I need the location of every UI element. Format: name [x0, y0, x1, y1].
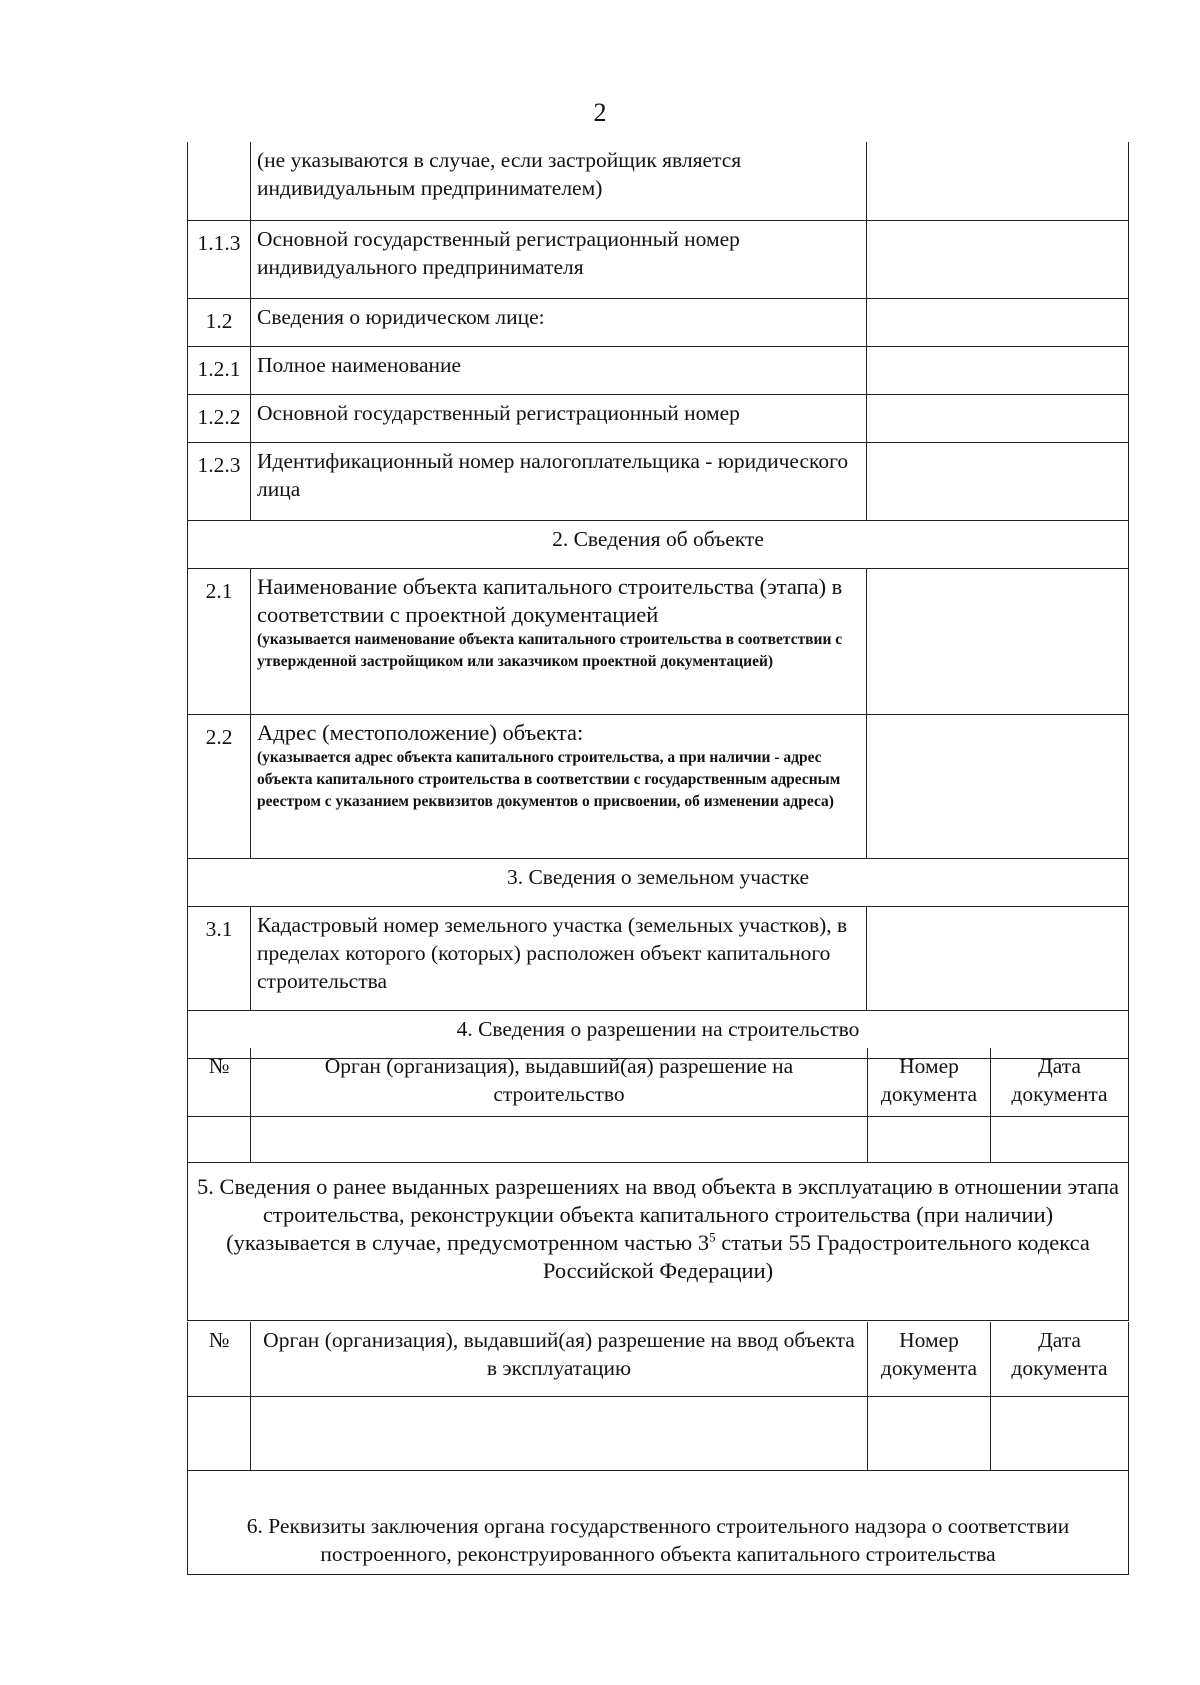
value-cell[interactable] — [188, 1396, 251, 1470]
section-header-row — [188, 1470, 1129, 1574]
row-number: 1.2 — [188, 298, 251, 346]
row-label-main: Наименование объекта капитального строительства (этапа) в соответствии с проектной документацией — [257, 573, 843, 627]
table-row — [188, 346, 1129, 394]
header-authority: Орган (организация), выдавший(ая) разрешение на ввод объекта в эксплуатацию — [251, 1322, 868, 1396]
header-doc-number: Номер документа — [868, 1322, 991, 1396]
row-label: Сведения о юридическом лице: — [251, 298, 867, 346]
table-row — [188, 568, 1129, 714]
value-cell[interactable] — [868, 1116, 991, 1162]
permit-table — [187, 1048, 1129, 1321]
value-cell[interactable] — [991, 1396, 1129, 1470]
table-row — [188, 442, 1129, 520]
header-num: № — [188, 1048, 251, 1116]
row-number: 2.2 — [188, 714, 251, 858]
table-row — [188, 1116, 1129, 1162]
row-label: Основной государственный регистрационный номер индивидуального предпринимателя — [251, 220, 867, 298]
table-header-row — [188, 1322, 1129, 1396]
value-cell[interactable] — [251, 1396, 868, 1470]
page-number: 2 — [593, 98, 607, 127]
header-authority: Орган (организация), выдавший(ая) разрешение на строительство — [251, 1048, 868, 1116]
section-5-note-end: статьи 55 Градостроительного кодекса Российской Федерации) — [542, 1229, 1090, 1283]
section-5-note-start: (указывается в случае, предусмотренном частью 3 — [226, 1229, 710, 1255]
value-cell[interactable] — [867, 394, 1129, 442]
value-cell[interactable] — [867, 906, 1129, 1010]
value-cell[interactable] — [188, 1116, 251, 1162]
row-label: Кадастровый номер земельного участка (земельных участков), в пределах которого (которых) расположен объект капитального строительства — [251, 906, 867, 1010]
section-2-title: 2. Сведения об объекте — [188, 520, 1129, 568]
section-5-note-sup: 5 — [709, 1229, 716, 1244]
row-label-note: (указывается наименование объекта капитального строительства в соответствии с утвержденной застройщиком или заказчиком проектной документацией) — [257, 630, 843, 670]
value-cell[interactable] — [991, 1116, 1129, 1162]
table-row — [188, 906, 1129, 1010]
table-row — [188, 394, 1129, 442]
section-5-note — [226, 1230, 1090, 1283]
value-cell[interactable] — [868, 1396, 991, 1470]
row-label: (не указываются в случае, если застройщик является индивидуальным предпринимателем) — [251, 142, 867, 220]
section-6-title: 6. Реквизиты заключения органа государственного строительного надзора о соответствии построенного, реконструированного объекта капитального строительства — [188, 1470, 1129, 1574]
info-table — [187, 142, 1129, 1059]
table-header-row — [188, 1048, 1129, 1116]
row-number: 1.2.1 — [188, 346, 251, 394]
row-number — [188, 142, 251, 220]
section-header-row — [188, 520, 1129, 568]
table-row — [188, 714, 1129, 858]
section-5-title-text: 5. Сведения о ранее выданных разрешениях на ввод объекта в эксплуатацию в отношении этапа строительства, реконструкции объекта капитального строительства (при наличии) — [196, 1173, 1120, 1227]
value-cell[interactable] — [867, 298, 1129, 346]
table-row — [188, 298, 1129, 346]
row-number: 3.1 — [188, 906, 251, 1010]
value-cell[interactable] — [867, 220, 1129, 298]
value-cell[interactable] — [867, 568, 1129, 714]
section-3-title: 3. Сведения о земельном участке — [188, 858, 1129, 906]
header-num: № — [188, 1322, 251, 1396]
table-row — [188, 1396, 1129, 1470]
value-cell[interactable] — [867, 714, 1129, 858]
row-label-note: (указывается адрес объекта капитального строительства, а при наличии - адрес объекта капитального строительства в соответствии с государственным адресным реестром с указанием реквизитов документов о присвоении, об изменении адреса) — [257, 748, 841, 810]
section-5-title — [188, 1162, 1129, 1320]
row-label — [251, 568, 867, 714]
value-cell[interactable] — [867, 442, 1129, 520]
header-doc-date: Дата документа — [991, 1048, 1129, 1116]
row-number: 2.1 — [188, 568, 251, 714]
row-label — [251, 714, 867, 858]
section-4-title: 4. Сведения о разрешении на строительство — [188, 1010, 1129, 1058]
row-label-main: Адрес (местоположение) объекта: — [257, 719, 584, 745]
row-number: 1.2.2 — [188, 394, 251, 442]
table-row — [188, 142, 1129, 220]
table-row — [188, 220, 1129, 298]
value-cell[interactable] — [867, 346, 1129, 394]
value-cell[interactable] — [867, 142, 1129, 220]
value-cell[interactable] — [251, 1116, 868, 1162]
header-doc-number: Номер документа — [868, 1048, 991, 1116]
section-header-row — [188, 1162, 1129, 1320]
header-doc-date: Дата документа — [991, 1322, 1129, 1396]
row-label: Идентификационный номер налогоплательщика - юридического лица — [251, 442, 867, 520]
row-label: Полное наименование — [251, 346, 867, 394]
section-header-row — [188, 858, 1129, 906]
row-number: 1.2.3 — [188, 442, 251, 520]
commissioning-table — [187, 1322, 1129, 1575]
row-label: Основной государственный регистрационный номер — [251, 394, 867, 442]
row-number: 1.1.3 — [188, 220, 251, 298]
